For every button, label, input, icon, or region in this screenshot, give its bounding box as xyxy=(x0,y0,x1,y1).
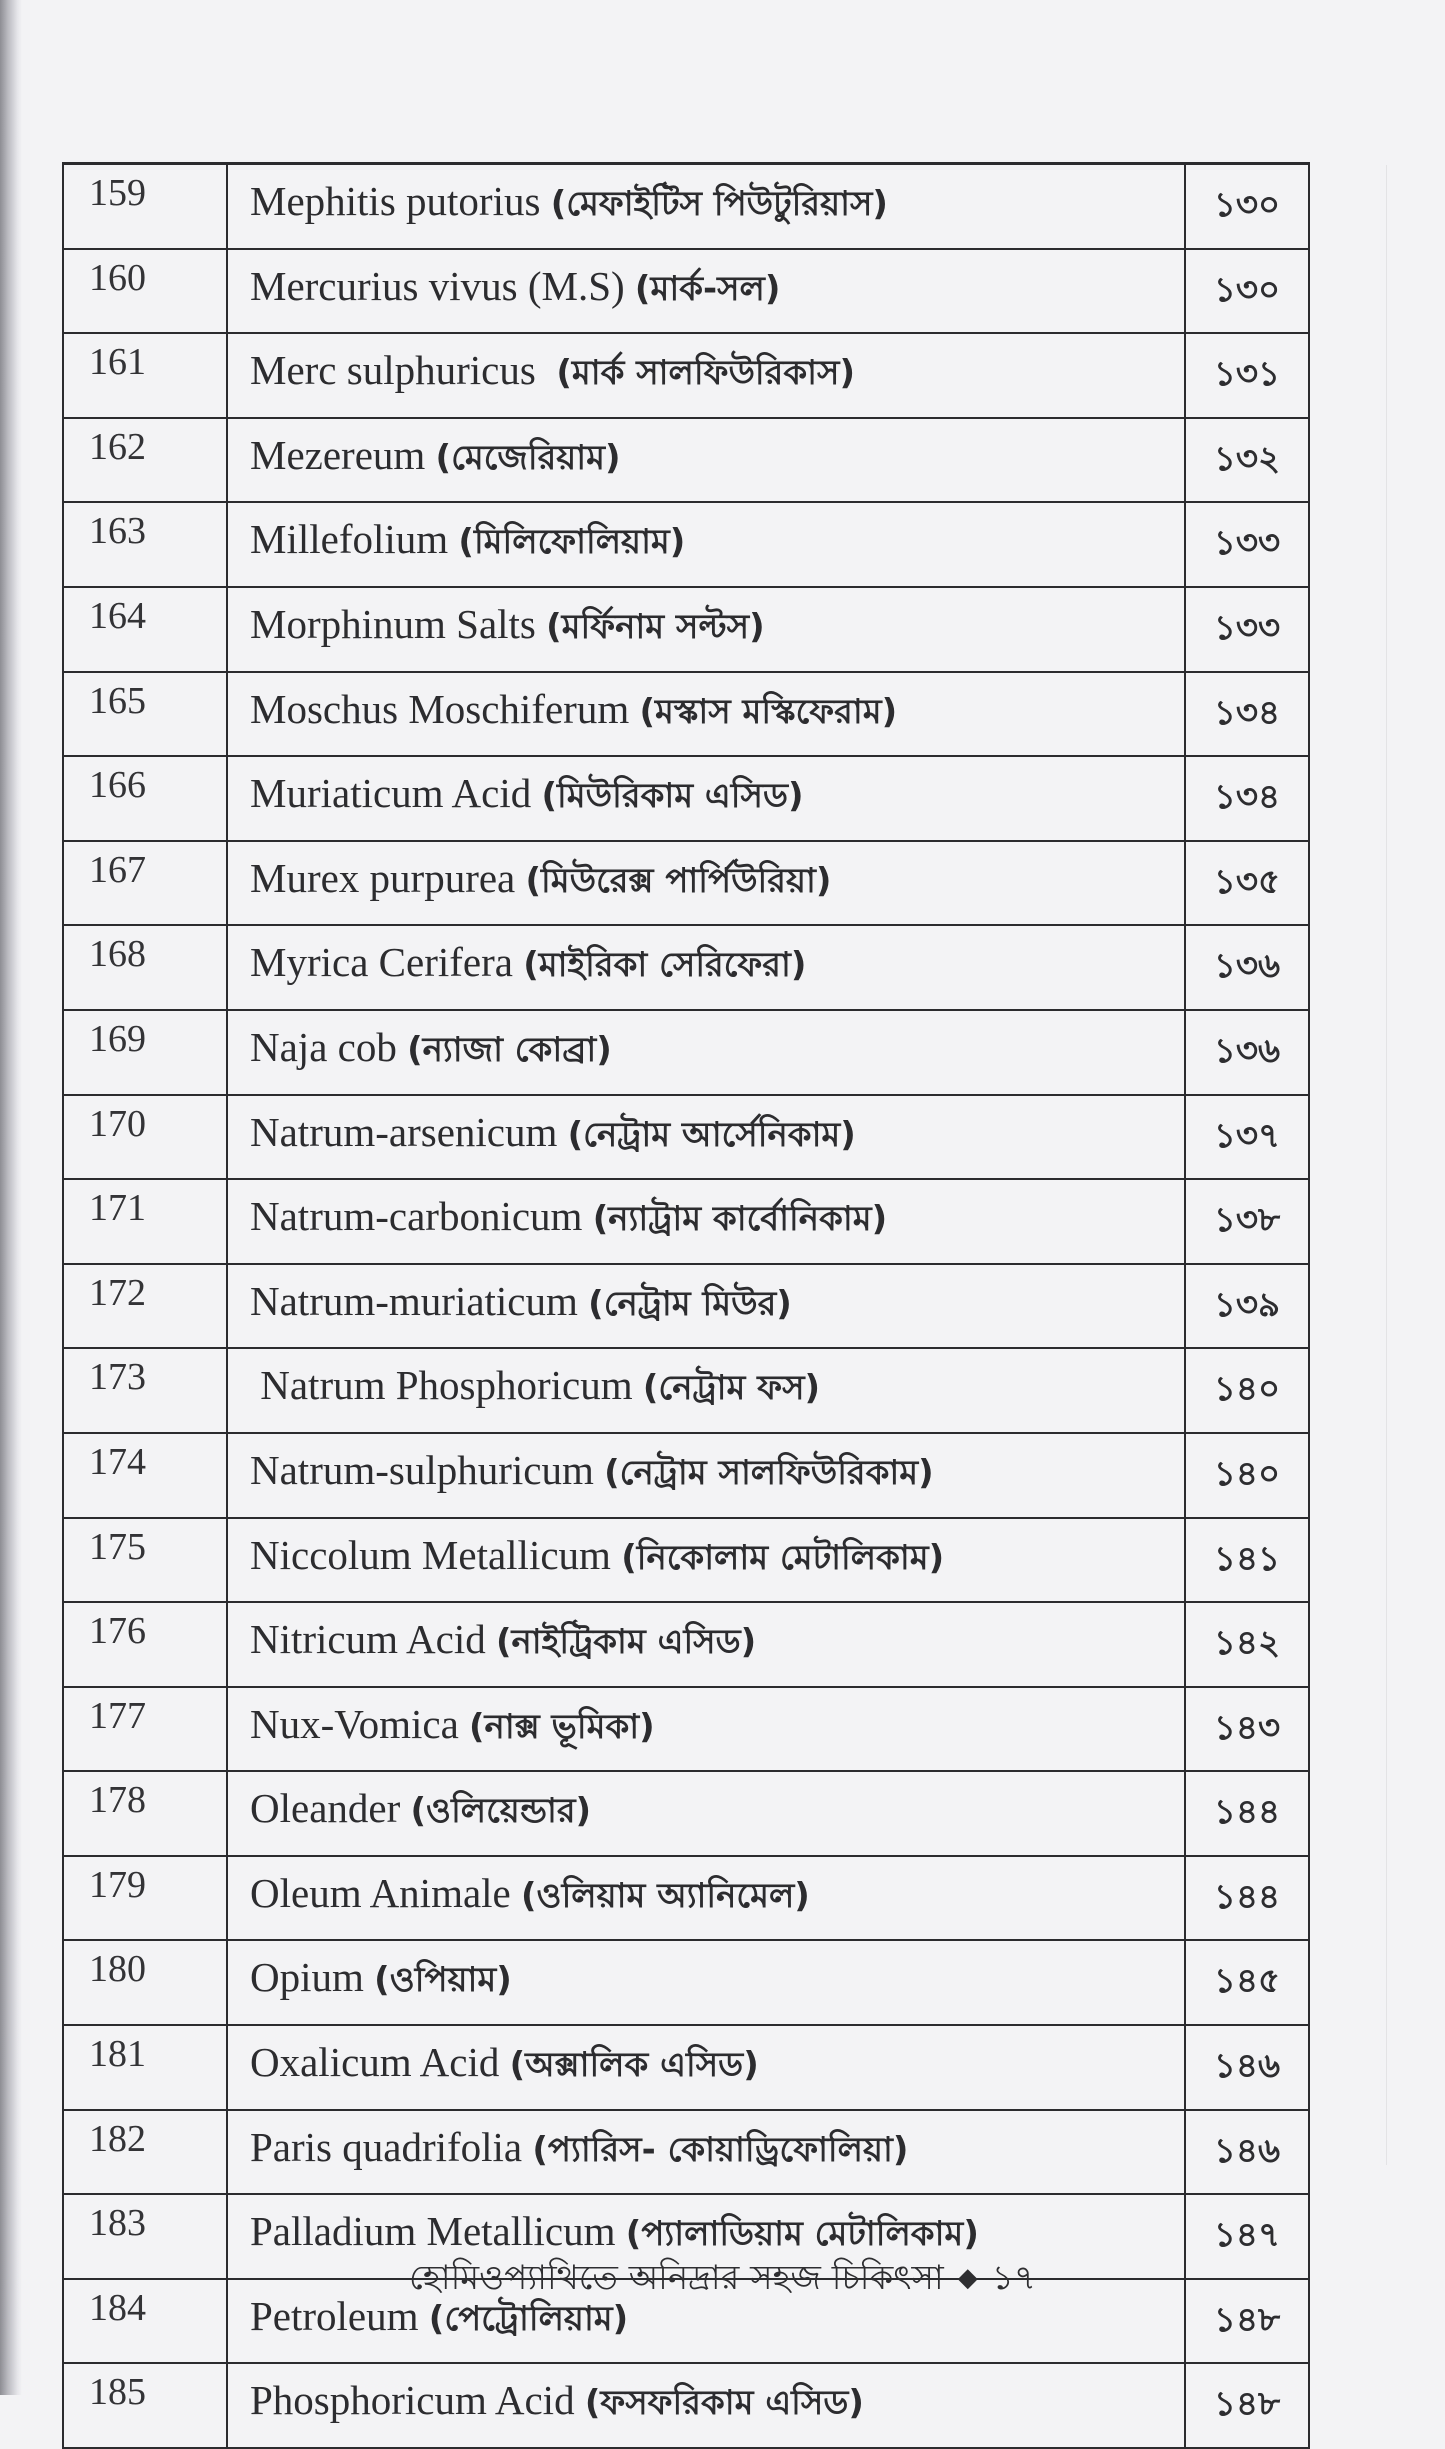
remedy-name-cell xyxy=(227,164,1185,249)
remedy-name-cell xyxy=(227,1264,1185,1349)
remedy-name-cell xyxy=(227,841,1185,926)
remedy-name-cell xyxy=(227,1771,1185,1856)
remedy-name-cell xyxy=(227,672,1185,757)
remedy-name-cell xyxy=(227,925,1185,1010)
remedy-latin-name: Oleum Animale xyxy=(250,1869,511,1916)
remedy-latin-name: Oleander xyxy=(250,1785,401,1832)
remedy-name-cell xyxy=(227,1518,1185,1603)
serial-number: 174 xyxy=(63,1433,227,1518)
table-row xyxy=(63,756,1309,841)
remedy-bengali-name: (মিউরিকাম এসিড) xyxy=(541,776,804,817)
remedy-bengali-name: (মিলিফোলিয়াম) xyxy=(458,522,686,563)
remedy-latin-name: Petroleum xyxy=(250,2292,419,2339)
page-reference: ১৩৬ xyxy=(1185,925,1309,1010)
serial-number: 175 xyxy=(63,1518,227,1603)
remedy-latin-name: Moschus Moschiferum xyxy=(250,685,630,732)
table-row xyxy=(63,841,1309,926)
remedy-name-cell xyxy=(227,502,1185,587)
remedy-latin-name: Phosphoricum Acid xyxy=(250,2377,575,2424)
remedy-latin-name: Natrum Phosphoricum xyxy=(250,1362,633,1409)
serial-number: 168 xyxy=(63,925,227,1010)
serial-number: 159 xyxy=(63,164,227,249)
remedy-bengali-name: (মস্কাস মস্কিফেরাম) xyxy=(639,691,898,732)
book-title: হোমিওপ্যাথিতে অনিদ্রার সহজ চিকিৎসা xyxy=(409,2258,944,2298)
remedy-bengali-name: (অক্সালিক এসিড) xyxy=(509,2045,759,2086)
serial-number: 177 xyxy=(63,1687,227,1772)
page-reference: ১৪৪ xyxy=(1185,1856,1309,1941)
remedy-latin-name: Muriaticum Acid xyxy=(250,770,532,817)
remedy-name-cell xyxy=(227,333,1185,418)
remedy-name-cell xyxy=(227,2363,1185,2448)
remedy-name-cell xyxy=(227,1179,1185,1264)
page-reference: ১৩৮ xyxy=(1185,1179,1309,1264)
remedy-latin-name: Natrum-arsenicum xyxy=(250,1108,558,1155)
table-row xyxy=(63,418,1309,503)
remedy-bengali-name: (মাইরিকা সেরিফেরা) xyxy=(523,945,807,986)
remedy-bengali-name: (ওলিয়েন্ডার) xyxy=(410,1791,592,1832)
remedy-latin-name: Merc sulphuricus xyxy=(250,347,547,394)
table-row xyxy=(63,925,1309,1010)
serial-number: 185 xyxy=(63,2363,227,2448)
serial-number: 169 xyxy=(63,1010,227,1095)
page-reference: ১৩০ xyxy=(1185,249,1309,334)
serial-number: 176 xyxy=(63,1602,227,1687)
page-footer xyxy=(0,2252,1445,2309)
remedy-name-cell xyxy=(227,1433,1185,1518)
page-reference: ১৪২ xyxy=(1185,1602,1309,1687)
page-reference: ১৩৭ xyxy=(1185,1095,1309,1180)
page-reference: ১৩৪ xyxy=(1185,672,1309,757)
remedy-bengali-name: (ফসফরিকাম এসিড) xyxy=(584,2383,864,2424)
serial-number: 172 xyxy=(63,1264,227,1349)
remedy-bengali-name: (ওপিয়াম) xyxy=(374,1960,512,2001)
table-row xyxy=(63,1687,1309,1772)
page-reference: ১৪৫ xyxy=(1185,1940,1309,2025)
page-reference: ১৪০ xyxy=(1185,1433,1309,1518)
remedy-bengali-name: (মেজেরিয়াম) xyxy=(435,437,621,478)
remedy-name-cell xyxy=(227,1940,1185,2025)
table-row xyxy=(63,1771,1309,1856)
remedy-latin-name: Millefolium xyxy=(250,516,449,563)
remedy-name-cell xyxy=(227,587,1185,672)
remedy-index-body xyxy=(63,164,1309,2449)
remedy-bengali-name: (মার্ক সালফিউরিকাস) xyxy=(556,353,856,394)
serial-number: 184 xyxy=(63,2279,227,2364)
table-row xyxy=(63,1095,1309,1180)
remedy-name-cell xyxy=(227,249,1185,334)
remedy-latin-name: Nux-Vomica xyxy=(250,1700,459,1747)
remedy-name-cell xyxy=(227,1856,1185,1941)
page-reference: ১৪৭ xyxy=(1185,2194,1309,2279)
serial-number: 164 xyxy=(63,587,227,672)
remedy-bengali-name: (নাইট্রিকাম এসিড) xyxy=(495,1622,757,1663)
serial-number: 178 xyxy=(63,1771,227,1856)
remedy-latin-name: Palladium Metallicum xyxy=(250,2208,616,2255)
serial-number: 160 xyxy=(63,249,227,334)
table-row xyxy=(63,1856,1309,1941)
page-reference: ১৩১ xyxy=(1185,333,1309,418)
serial-number: 180 xyxy=(63,1940,227,2025)
page-reference: ১৪৮ xyxy=(1185,2279,1309,2364)
page-reference: ১৩০ xyxy=(1185,164,1309,249)
serial-number: 181 xyxy=(63,2025,227,2110)
table-row xyxy=(63,1179,1309,1264)
table-row xyxy=(63,2110,1309,2195)
page-reference: ১৩৩ xyxy=(1185,587,1309,672)
table-row xyxy=(63,1433,1309,1518)
table-row xyxy=(63,1010,1309,1095)
remedy-latin-name: Oxalicum Acid xyxy=(250,2039,500,2086)
remedy-latin-name: Naja cob xyxy=(250,1023,397,1070)
remedy-name-cell xyxy=(227,1010,1185,1095)
page-number: ১৭ xyxy=(991,2258,1036,2298)
table-row xyxy=(63,672,1309,757)
table-row xyxy=(63,1518,1309,1603)
remedy-name-cell xyxy=(227,1687,1185,1772)
remedy-bengali-name: (মর্ফিনাম সল্টস) xyxy=(546,606,765,647)
remedy-latin-name: Natrum-muriaticum xyxy=(250,1277,578,1324)
serial-number: 167 xyxy=(63,841,227,926)
remedy-bengali-name: (মার্ক-সল) xyxy=(634,268,781,309)
remedy-latin-name: Morphinum Salts xyxy=(250,600,536,647)
serial-number: 170 xyxy=(63,1095,227,1180)
remedy-latin-name: Mercurius vivus (M.S) xyxy=(250,262,625,309)
page-reference: ১৪০ xyxy=(1185,1348,1309,1433)
remedy-bengali-name: (পেট্রোলিয়াম) xyxy=(428,2298,629,2339)
remedy-name-cell xyxy=(227,2110,1185,2195)
serial-number: 161 xyxy=(63,333,227,418)
diamond-separator-icon: ◆ xyxy=(957,2263,978,2293)
table-row xyxy=(63,2025,1309,2110)
table-row xyxy=(63,249,1309,334)
page-reference: ১৩৬ xyxy=(1185,1010,1309,1095)
serial-number: 183 xyxy=(63,2194,227,2279)
remedy-name-cell xyxy=(227,1348,1185,1433)
serial-number: 163 xyxy=(63,502,227,587)
remedy-bengali-name: (নিকোলাম মেটালিকাম) xyxy=(621,1537,945,1578)
page-reference: ১৪৪ xyxy=(1185,1771,1309,1856)
remedy-latin-name: Myrica Cerifera xyxy=(250,939,513,986)
serial-number: 179 xyxy=(63,1856,227,1941)
remedy-name-cell xyxy=(227,1602,1185,1687)
page-reference: ১৩২ xyxy=(1185,418,1309,503)
remedy-name-cell xyxy=(227,756,1185,841)
remedy-latin-name: Nitricum Acid xyxy=(250,1616,486,1663)
remedy-name-cell xyxy=(227,418,1185,503)
remedy-bengali-name: (মেফাইটিস পিউটুরিয়াস) xyxy=(550,184,888,224)
remedy-bengali-name: (নেট্রাম মিউর) xyxy=(588,1283,792,1324)
remedy-latin-name: Natrum-sulphuricum xyxy=(250,1446,594,1493)
page-reference: ১৩৯ xyxy=(1185,1264,1309,1349)
remedy-latin-name: Natrum-carbonicum xyxy=(250,1193,583,1240)
table-row xyxy=(63,1940,1309,2025)
serial-number: 166 xyxy=(63,756,227,841)
page-reference: ১৪১ xyxy=(1185,1518,1309,1603)
page-reference: ১৩৪ xyxy=(1185,756,1309,841)
remedy-bengali-name: (প্যারিস- কোয়াড্রিফোলিয়া) xyxy=(532,2129,909,2170)
remedy-latin-name: Murex purpurea xyxy=(250,854,516,901)
remedy-latin-name: Opium xyxy=(250,1954,364,2001)
remedy-latin-name: Mephitis putorius xyxy=(250,178,541,224)
remedy-bengali-name: (ন্যাজা কোব্রা) xyxy=(407,1029,612,1070)
table-row xyxy=(63,1264,1309,1349)
book-spine-shadow xyxy=(0,0,22,2395)
remedy-name-cell xyxy=(227,1095,1185,1180)
remedy-bengali-name: (নেট্রাম আর্সেনিকাম) xyxy=(567,1114,856,1155)
remedy-latin-name: Mezereum xyxy=(250,431,426,478)
remedy-bengali-name: (নাক্স ভূমিকা) xyxy=(469,1706,655,1747)
table-row xyxy=(63,333,1309,418)
remedy-bengali-name: (মিউরেক্স পার্পিউরিয়া) xyxy=(525,860,832,901)
page-reference: ১৪৩ xyxy=(1185,1687,1309,1772)
page-reference: ১৪৮ xyxy=(1185,2363,1309,2448)
table-row xyxy=(63,587,1309,672)
table-row xyxy=(63,1348,1309,1433)
table-row xyxy=(63,164,1309,249)
remedy-index-table xyxy=(62,162,1310,2449)
page-reference: ১৩৩ xyxy=(1185,502,1309,587)
serial-number: 162 xyxy=(63,418,227,503)
remedy-bengali-name: (প্যালাডিয়াম মেটালিকাম) xyxy=(625,2214,979,2255)
serial-number: 171 xyxy=(63,1179,227,1264)
remedy-bengali-name: (নেট্রাম সালফিউরিকাম) xyxy=(604,1452,934,1493)
serial-number: 173 xyxy=(63,1348,227,1433)
serial-number: 182 xyxy=(63,2110,227,2195)
page-reference: ১৪৬ xyxy=(1185,2025,1309,2110)
serial-number: 165 xyxy=(63,672,227,757)
remedy-bengali-name: (ন্যাট্রাম কার্বোনিকাম) xyxy=(592,1199,888,1240)
remedy-name-cell xyxy=(227,2025,1185,2110)
remedy-latin-name: Niccolum Metallicum xyxy=(250,1531,611,1578)
remedy-bengali-name: (ওলিয়াম অ্যানিমেল) xyxy=(521,1875,810,1916)
remedy-latin-name: Paris quadrifolia xyxy=(250,2123,523,2170)
remedy-bengali-name: (নেট্রাম ফস) xyxy=(642,1368,821,1409)
table-row xyxy=(63,2363,1309,2448)
page-reference: ১৪৬ xyxy=(1185,2110,1309,2195)
page-reference: ১৩৫ xyxy=(1185,841,1309,926)
table-row xyxy=(63,1602,1309,1687)
table-row xyxy=(63,502,1309,587)
